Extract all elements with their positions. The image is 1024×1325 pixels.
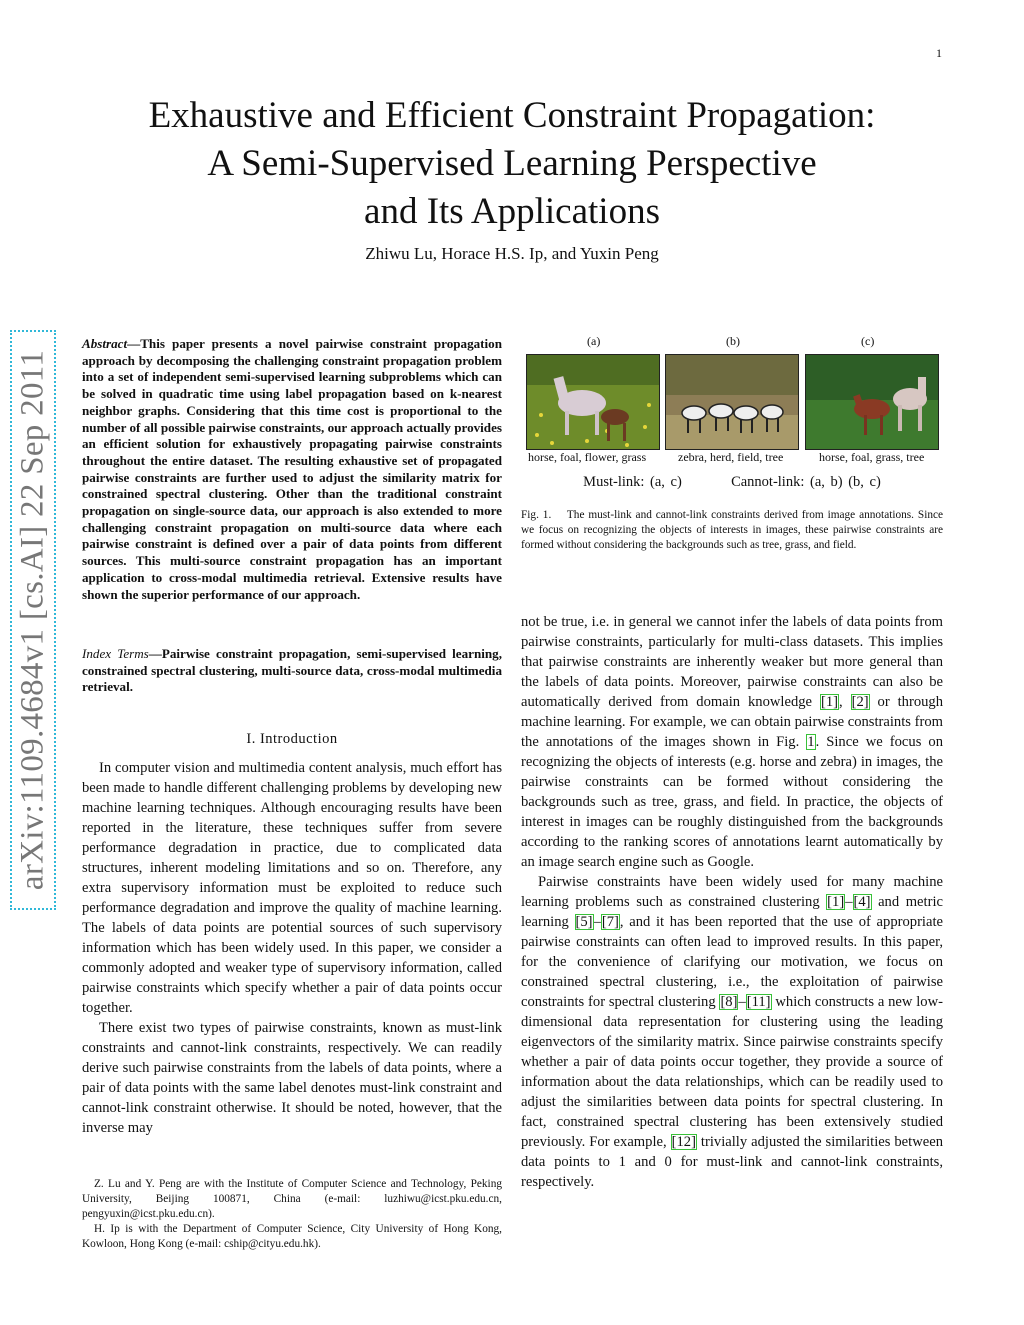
text-run: not be true, i.e. in general we cannot infer the labels of data points from pairwise constraints, particularly for multi-class datasets. This implies that pairwise constraints are inherently weaker but more general than the labels of data points. Moreover, pairwise constraints can also be automatically derived from domain knowledge: [521, 614, 943, 710]
dash: –: [845, 894, 853, 910]
footnote: H. Ip is with the Department of Computer Science, City University of Hong Kong, Kowloon, Hong Kong (e-mail: cship@cityu.edu.hk).: [82, 1223, 502, 1250]
image-horse-foal-flower: [526, 354, 660, 450]
text-run: Pairwise constraints have been widely used for many machine learning problems such as constrained clustering: [521, 874, 943, 910]
citation-link[interactable]: [12]: [671, 1134, 696, 1150]
caption-text: The must-link and cannot-link constraints derived from image annotations. Since we focus on recognizing the objects of interests in images, these pairwise constraints are formed without considering the backgrounds such as tree, grass, and field.: [521, 509, 944, 551]
panel-annotation: horse, foal, flower, grass: [528, 450, 647, 464]
page-number: 1: [936, 46, 942, 60]
right-column-body: [521, 612, 943, 1192]
paragraph: [521, 872, 943, 1192]
citation-link[interactable]: [1]: [827, 894, 845, 910]
caption-label: Fig. 1.: [521, 509, 552, 521]
citation-link[interactable]: [1]: [820, 694, 838, 710]
citation-link[interactable]: [5]: [575, 914, 593, 930]
text-run: , and it has been reported that the use of appropriate pairwise constraints can often lead to improved results. In this paper, for the convenience of clarifying our motivation, we focus on constrained spectral clustering, i.e., the exploitation of pairwise constraints for spectral clustering: [521, 914, 943, 1010]
footnote: Z. Lu and Y. Peng are with the Institute of Computer Science and Technology, Peking University, Beijing 100871, China (e-mail: luzhiwu@icst.pku.edu.cn, pengyuxin@icst.pku.edu.cn).: [82, 1178, 502, 1220]
figure-caption: [521, 508, 943, 553]
section-heading: I. Introduction: [246, 731, 338, 747]
text-run: which constructs a new low-dimensional data representation for clustering using the leading eigenvectors of the similarity matrix. Since pairwise constraints specify whether a pair of data points occur together, they provide a source of information about the data relationships, which can be readily used to adjust the similarities between data points for spectral clustering. In fact, constrained spectral clustering has been extensively studied previously. For example,: [521, 994, 944, 1150]
paragraph: In computer vision and multimedia content analysis, much effort has been made to handle different challenging problems by developing new machine learning techniques. Although encouraging results have been reported in the literature, these techniques suffer from severe performance degradation in practice, due to complicated data structures, inherent modeling limitations and so on. Therefore, any extra supervisory information must be exploited to reduce such performance degradation and improve the quality of machine learning. The labels of data points are potential sources of such supervisory information which has been widely used. In this paper, we consider a commonly adopted and weaker type of supervisory information, called pairwise constraints which specify whether a pair of data points occur together.: [82, 760, 502, 1016]
index-terms: [82, 646, 502, 696]
title-line: and Its Applications: [364, 191, 660, 232]
citation-link[interactable]: [11]: [746, 994, 771, 1010]
abstract-text: —This paper presents a novel pairwise constraint propagation approach by decomposing the challenging constraint propagation problem into a set of independent semi-supervised learning subproblems which can be solved in quadratic time using label propagation based on k-nearest neighbor graphs. Considering that this time cost is proportional to the number of all possible pairwise constraints, our approach actually provides an efficient solution for exhaustively propagating pairwise constraints throughout the entire dataset. The resulting exhaustive set of propagated pairwise constraints are further used to adjust the similarity matrix for constrained spectral clustering. Other than the traditional constraint propagation on single-source data, our approach is also extended to more challenging constraint propagation on multi-source data where each pairwise constraint is defined over a pair of data points from different sources. This multi-source constraint propagation has an important application to cross-modal multimedia retrieval. Extensive results have shown the superior performance of our approach.: [82, 336, 502, 602]
panel-label: (a): [587, 334, 601, 348]
footnotes: [82, 1177, 502, 1252]
citation-link[interactable]: [2]: [851, 694, 869, 710]
text-run: trivially adjusted the similarities between data points to 1 and 0 for must-link and cannot-link constraints, respectively.: [521, 1134, 944, 1190]
citation-link[interactable]: [4]: [853, 894, 871, 910]
panel-label: (b): [726, 334, 740, 348]
author-list: Zhiwu Lu, Horace H.S. Ip, and Yuxin Peng: [365, 244, 659, 263]
panel-label: (c): [861, 334, 875, 348]
index-terms-label: Index Terms: [82, 646, 149, 661]
figure-link[interactable]: 1: [807, 734, 815, 750]
dash: –: [593, 914, 601, 930]
arxiv-stamp[interactable]: [10, 330, 56, 910]
image-horse-foal-tree: [805, 354, 939, 450]
panel-annotation: zebra, herd, field, tree: [678, 450, 784, 464]
arxiv-id-text: arXiv:1109.4684v1 [cs.AI] 22 Sep 2011: [14, 349, 51, 891]
intro-body: [82, 758, 502, 1138]
title-line: A Semi-Supervised Learning Perspective: [207, 143, 817, 184]
must-link-text: Must-link: (a, c): [583, 474, 682, 490]
text-run: . Since we focus on recognizing the objects of interests (e.g. horse and zebra) in images, the pairwise constraints can be formed without considering the backgrounds such as tree, grass, and field. In practice, the objects of interest in images can be roughly distinguished from the backgrounds according to the ranking scores of annotations learnt automatically by an image search engine such as Google.: [521, 734, 944, 870]
abstract-label: Abstract: [82, 336, 128, 351]
cannot-link-text: Cannot-link: (a, b) (b, c): [731, 474, 881, 490]
image-zebra-herd: [665, 354, 799, 450]
text-run: or through machine learning. For example, we can obtain pairwise constraints from the annotations of the images shown in Fig.: [521, 694, 944, 750]
constraint-line: [521, 474, 943, 491]
dash: –: [738, 994, 746, 1010]
text-run: and metric learning: [521, 894, 943, 930]
figure-1: [521, 334, 943, 494]
panel-annotation: horse, foal, grass, tree: [819, 450, 925, 464]
paragraph: not be true, i.e. in general we cannot infer the labels of data points from pairwise constraints, particularly for multi-class datasets. This implies that pairwise constraints are inherently weaker but more general than the labels of data points. Moreover, pairwise constraints can also be automatically derived from domain knowledge [1], [2] or through machine learning. For example, we can obtain pairwise constraints from the annotations of the images shown in Fig. 1. Since we focus on recognizing the objects of interests (e.g. horse and zebra) in images, the pairwise constraints can be formed without considering the backgrounds such as tree, grass, and field. In practice, the objects of interest in images can be roughly distinguished from the backgrounds according to the ranking scores of annotations learnt automatically by an image search engine such as Google.: [521, 614, 944, 870]
paper-title: [0, 92, 1024, 236]
citation-link[interactable]: [7]: [601, 914, 619, 930]
abstract: [82, 336, 502, 603]
citation-link[interactable]: [8]: [720, 994, 738, 1010]
index-terms-text: —Pairwise constraint propagation, semi-supervised learning, constrained spectral clustering, multi-source data, cross-modal multimedia retrieval.: [82, 646, 502, 695]
title-line: Exhaustive and Efficient Constraint Propagation:: [148, 95, 876, 136]
paragraph: There exist two types of pairwise constraints, known as must-link constraints and cannot-link constraints, respectively. We can readily derive such pairwise constraints from the labels of data points, where a pair of data points with the same label denotes must-link constraint and cannot-link constraint otherwise. It should be noted, however, that the inverse may: [82, 1020, 502, 1136]
